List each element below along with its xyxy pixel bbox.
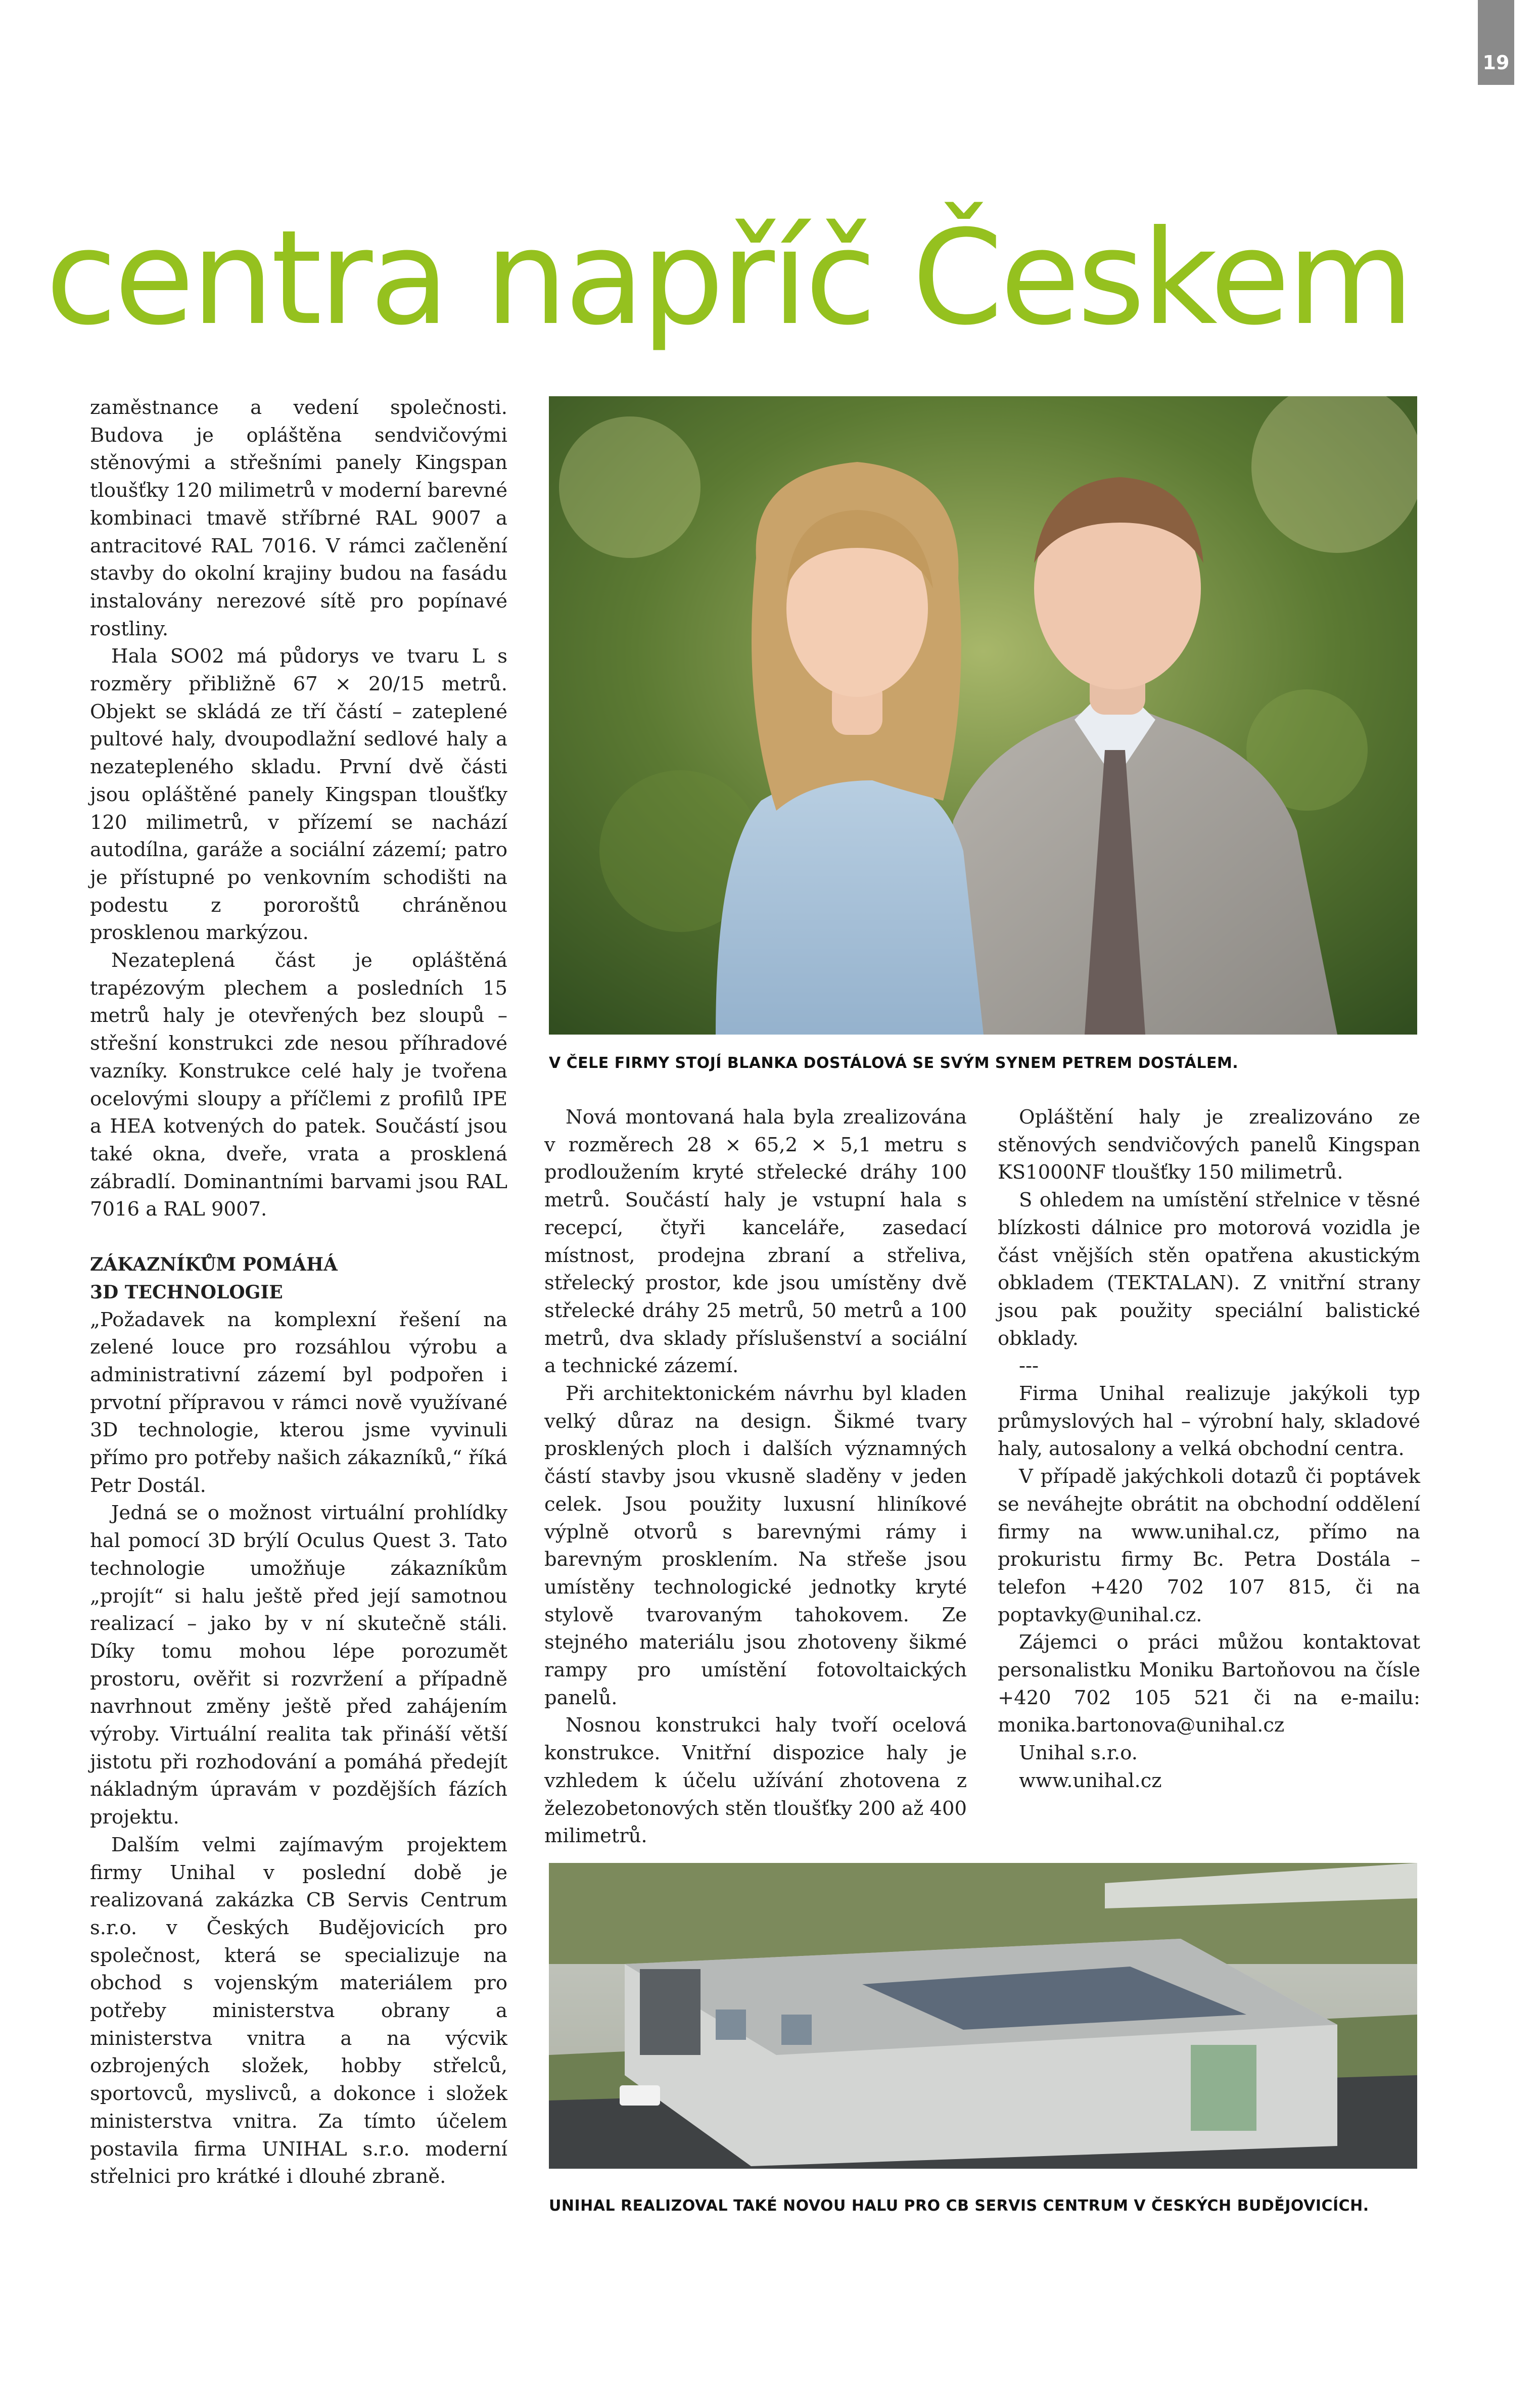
building-photo [549,1863,1417,2169]
paragraph: Nosnou konstrukci haly tvoří ocelová konstrukce. Vnitřní dispozice haly je vzhledem k účelu užívání zhotovena z železobetonových stěn tloušťky 200 až 400 milimetrů. [544,1714,967,1848]
headline: centra napříč Českem [45,202,1412,354]
portrait-photo [549,396,1417,1035]
paragraph: S ohledem na umístění střelnice v těsné blízkosti dálnice pro motorová vozidla je část vnějších stěn opatřena akustickým obkladem (TEKTALAN). Z vnitřní strany jsou pak použity speciální balistické obklady. [998,1189,1420,1350]
subheading-line: ZÁKAZNÍKŮM POMÁHÁ [90,1254,338,1276]
paragraph: Firma Unihal realizuje jakýkoli typ průmyslových hal – výrobní haly, skladové haly, autosalony a velká obchodní centra. [998,1382,1420,1461]
website-link[interactable]: www.unihal.cz [1019,1769,1162,1792]
separator: --- [1019,1354,1039,1378]
subheading [90,1251,507,1306]
paragraph: Při architektonickém návrhu byl kladen velký důraz na design. Šikmé tvary prosklených ploch i dalších významných částí stavby jsou vkusně sladěny v jeden celek. Jsou použity luxusní hliníkové výplně otvorů s barevnými rámy i barevným prosklením. Na střeše jsou umístěny technologické jednotky kryté stylově tvarovaným tahokovem. Ze stejného materiálu jsou zhotoveny šikmé rampy pro umístění fotovoltaických panelů. [544,1382,967,1709]
paragraph: Nezateplená část je opláštěná trapézovým plechem a posledních 15 metrů haly je otevřených bez sloupů – střešní konstrukci zde nesou příhradové vazníky. Konstrukce celé haly je tvořena ocelovými sloupy a příčlemi z profilů IPE a HEA kotvených do patek. Součástí jsou také okna, dveře, vrata a prosklená zábradlí. Dominantními barvami jsou RAL 7016 a RAL 9007. [90,949,507,1221]
paragraph: Dalším velmi zajímavým projektem firmy Unihal v poslední době je realizovaná zakázka CB Servis Centrum s.r.o. v Českých Budějovicích pro společnost, která se specializuje na obchod s vojenským materiálem pro potřeby ministerstva obrany a ministerstva vnitra a na výcvik ozbrojených složek, hobby střelců, sportovců, myslivců, a dokonce i složek ministerstva vnitra. Za tímto účelem postavila firma UNIHAL s.r.o. moderní střelnici pro krátké i dlouhé zbraně. [90,1833,507,2188]
article-column-3 [998,1104,1420,1837]
article-column-1 [90,394,507,2204]
paragraph: Zájemci o práci můžou kontaktovat personalistku Moniku Bartoňovou na čísle +420 702 105 521 či na e-mailu: monika.bartonova@unihal.cz [998,1631,1420,1737]
company-name: Unihal s.r.o. [1019,1742,1138,1765]
paragraph: zaměstnance a vedení společnosti. Budova je opláštěna sendvičovými stěnovými a střešními panely Kingspan tloušťky 120 milimetrů v moderní barevné kombinaci tmavě stříbrné RAL 9007 a antracitové RAL 7016. V rámci začlenění stavby do okolní krajiny budou na fasádu instalovány nerezové sítě pro popínavé rostliny. [90,396,507,640]
subheading-line: 3D TECHNOLOGIE [90,1281,283,1303]
paragraph: Nová montovaná hala byla zrealizována v rozměrech 28 × 65,2 × 5,1 metru s prodloužením kryté střelecké dráhy 100 metrů. Součástí haly je vstupní hala s recepcí, čtyři kanceláře, zasedací místnost, prodejna zbraní a střeliva, střelecký prostor, kde jsou umístěny dvě střelecké dráhy 25 metrů, 50 metrů a 100 metrů, dva sklady příslušenství a sociální a technické zázemí. [544,1106,967,1378]
article-column-2 [544,1104,967,1848]
page-number: 19 [1482,52,1510,74]
photo-caption: UNIHAL REALIZOVAL TAKÉ NOVOU HALU PRO CB SERVIS CENTRUM V ČESKÝCH BUDĚJOVICÍCH. [549,2197,1369,2215]
paragraph: Hala SO02 má půdorys ve tvaru L s rozměry přibližně 67 × 20/15 metrů. Objekt se skládá ze tří částí – zateplené pultové haly, dvoupodlažní sedlové haly a nezatepleného skladu. První dvě části jsou opláštěné panely Kingspan tloušťky 120 milimetrů, v přízemí se nachází autodílna, garáže a sociální zázemí; patro je přístupné po venkovním schodišti na podestu z pororoštů chráněnou prosklenou markýzou. [90,645,507,945]
paragraph: V případě jakýchkoli dotazů či poptávek se neváhejte obrátit na obchodní oddělení firmy na www.unihal.cz, přímo na prokuristu firmy Bc. Petra Dostála – telefon +420 702 107 815, či na poptavky@unihal.cz. [998,1465,1420,1626]
photo-caption: V ČELE FIRMY STOJÍ BLANKA DOSTÁLOVÁ SE SVÝM SYNEM PETREM DOSTÁLEM. [549,1054,1239,1072]
paragraph: Jedná se o možnost virtuální prohlídky hal pomocí 3D brýlí Oculus Quest 3. Tato technologie umožňuje zákazníkům „projít“ si halu ještě před její samotnou realizací – jako by v ní skutečně stáli. Díky tomu mohou lépe porozumět prostoru, ověřit si rozvržení a případně navrhnout změny ještě před zahájením výroby. Virtuální realita tak přináší větší jistotu při rozhodování a pomáhá předejít nákladným úpravám v pozdějších fázích projektu. [90,1502,507,1829]
paragraph: „Požadavek na komplexní řešení na zelené louce pro rozsáhlou výrobu a administrativní zázemí byl podpořen i prvotní přípravou v rámci nově využívané 3D technologie, kterou jsme vyvinuli přímo pro potřeby našich zákazníků,“ říká Petr Dostál. [90,1308,507,1497]
paragraph: Opláštění haly je zrealizováno ze stěnových sendvičových panelů Kingspan KS1000NF tloušťky 150 milimetrů. [998,1106,1420,1184]
